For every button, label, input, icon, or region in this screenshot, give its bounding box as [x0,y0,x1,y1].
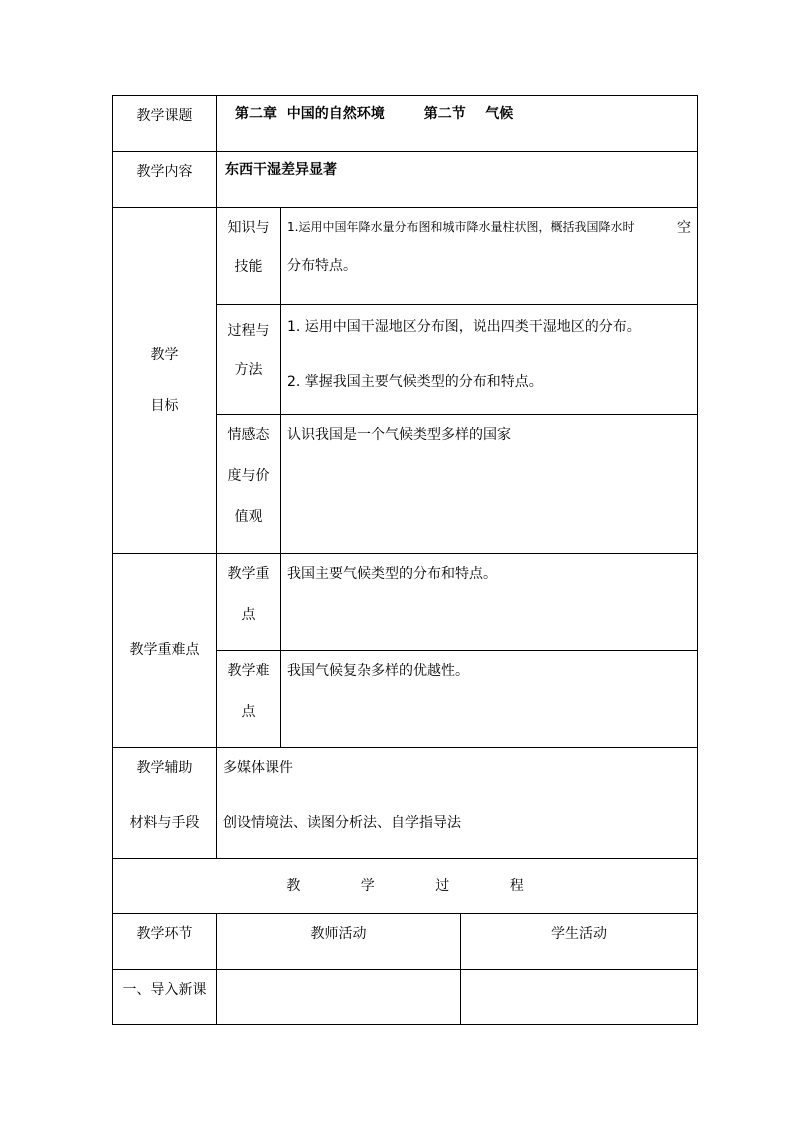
lesson-plan-table [112,95,698,1025]
step-cell: 一、导入新课 [113,970,217,1025]
process-text-line2: 2. 掌握我国主要气候类型的分布和特点。 [287,373,543,390]
lesson-title-label: 教学课题 [113,96,217,152]
difficulty-text: 我国气候复杂多样的优越性。 [281,651,698,748]
aids-label-line2: 材料与手段 [129,814,200,831]
emotion-label [217,415,281,554]
col-student-header: 学生活动 [461,914,698,970]
process-text [281,305,698,415]
process-label [217,305,281,415]
emotion-label-line2: 度与价 [227,467,270,484]
focus-label-line2: 点 [241,606,256,623]
focus-label-line1: 教学重 [227,566,270,582]
aids-text-line1: 多媒体课件 [223,760,293,776]
difficulty-label [217,651,281,748]
process-text-line1: 1. 运用中国干湿地区分布图，说出四类干湿地区的分布。 [287,319,641,335]
aids-row [113,748,698,859]
process-columns-row [113,914,698,970]
process-header [113,859,698,914]
aids-label-line1: 教学辅助 [136,760,193,776]
lesson-title: 第二章 中国的自然环境 第二节 气候 [217,96,698,152]
knowledge-label-line2: 技能 [234,258,263,275]
focus-text: 我国主要气候类型的分布和特点。 [281,554,698,651]
lesson-title-row [113,96,698,152]
lesson-content: 东西干湿差异显著 [217,152,698,208]
focus-label [217,554,281,651]
knowledge-text [281,208,698,305]
knowledge-text-tail: 空 [677,220,692,236]
student-activity-cell [461,970,698,1025]
key-points-label: 教学重难点 [113,554,217,748]
lesson-content-label: 教学内容 [113,152,217,208]
process-header-char-4: 程 [509,877,524,894]
process-header-row [113,859,698,914]
key-focus-row [113,554,698,651]
emotion-label-line3: 值观 [234,508,263,525]
objectives-label-line2: 目标 [150,397,179,414]
process-label-line1: 过程与 [227,323,270,339]
knowledge-text-line2: 分布特点。 [287,258,357,274]
difficulty-label-line2: 点 [241,703,256,720]
objectives-label [113,208,217,554]
difficulty-label-line1: 教学难 [227,663,270,679]
process-label-line2: 方法 [234,361,263,378]
aids-label [113,748,217,859]
lesson-content-row [113,152,698,208]
col-step-header: 教学环节 [113,914,217,970]
objective-knowledge-row [113,208,698,305]
process-header-char-3: 过 [435,877,450,894]
aids-text-line2: 创设情境法、读图分析法、自学指导法 [223,814,461,831]
col-teacher-header: 教师活动 [217,914,461,970]
emotion-label-line1: 情感态 [227,427,270,443]
table-row [113,970,698,1025]
aids-text [217,748,698,859]
knowledge-label-line1: 知识与 [227,220,270,236]
emotion-text: 认识我国是一个气候类型多样的国家 [281,415,698,554]
knowledge-label [217,208,281,305]
process-header-char-1: 教 [286,877,301,894]
process-header-char-2: 学 [360,877,375,894]
objectives-label-line1: 教学 [150,346,179,363]
knowledge-text-line1: 1.运用中国年降水量分布图和城市降水量柱状图，概括我国降水时 [287,220,635,234]
teacher-activity-cell [217,970,461,1025]
